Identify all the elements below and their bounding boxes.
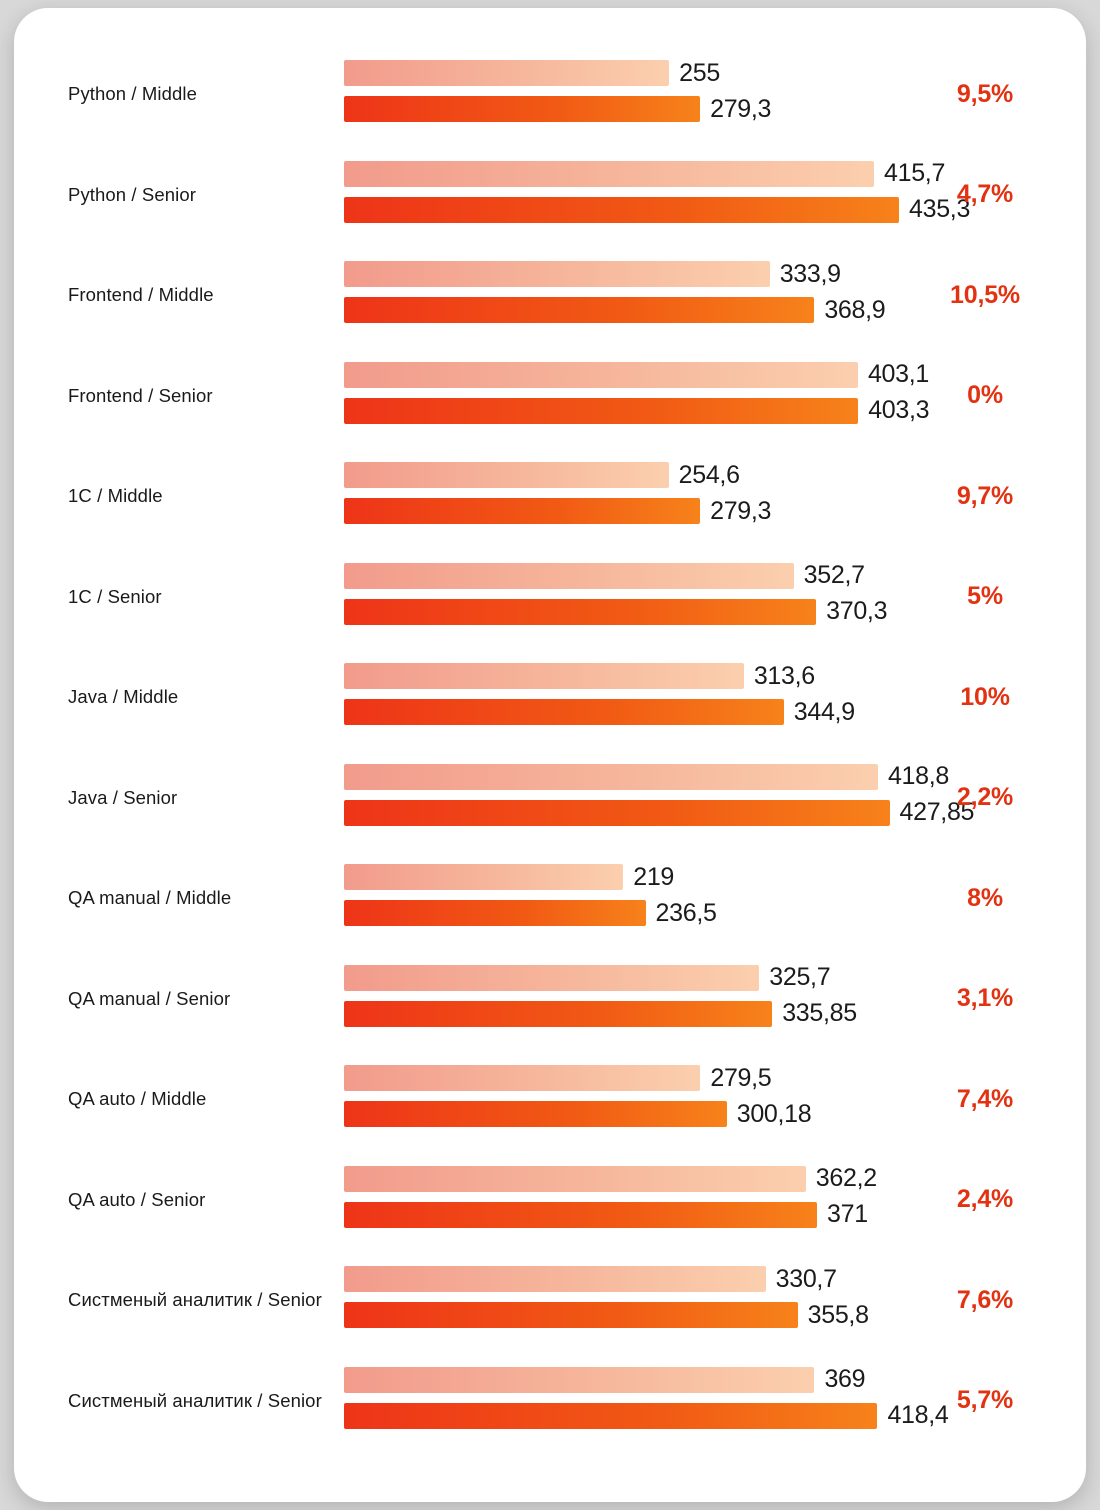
current-bar-value: 279,3 <box>710 496 772 525</box>
current-bar <box>344 599 816 625</box>
current-bar <box>344 96 700 122</box>
row-label: QA manual / Senior <box>68 987 231 1009</box>
chart-row <box>14 145 1086 246</box>
row-label: Java / Middle <box>68 686 179 708</box>
current-bar-value: 427,85 <box>899 798 975 827</box>
previous-bar-line <box>344 1367 865 1393</box>
previous-bar-value: 418,8 <box>887 762 950 791</box>
chart-row <box>14 848 1086 949</box>
row-bars <box>344 56 994 132</box>
current-bar <box>344 1403 877 1429</box>
row-bars <box>344 659 994 735</box>
previous-bar <box>344 563 794 589</box>
current-bar <box>344 1101 727 1127</box>
growth-percent: 10,5% <box>950 280 1020 309</box>
row-label: Frontend / Middle <box>68 284 214 306</box>
previous-bar <box>344 864 623 890</box>
row-bars <box>344 961 994 1037</box>
previous-bar-line <box>344 462 740 488</box>
growth-percent: 2,2% <box>956 783 1014 812</box>
row-label: Frontend / Senior <box>68 384 213 406</box>
row-bars <box>344 860 994 936</box>
growth-percent: 2,4% <box>956 1185 1014 1214</box>
previous-bar-line <box>344 965 830 991</box>
row-bars <box>344 358 994 434</box>
current-bar <box>344 197 899 223</box>
previous-bar-line <box>344 362 929 388</box>
current-bar-line <box>344 1302 869 1328</box>
current-bar-value: 300,18 <box>736 1099 812 1128</box>
previous-bar-line <box>344 261 841 287</box>
current-bar-line <box>344 398 929 424</box>
previous-bar-line <box>344 663 815 689</box>
growth-percent: 7,6% <box>956 1285 1014 1314</box>
previous-bar <box>344 60 669 86</box>
previous-bar-line <box>344 60 720 86</box>
row-bars <box>344 1363 994 1439</box>
previous-bar <box>344 161 874 187</box>
current-bar-line <box>344 197 970 223</box>
previous-bar-line <box>344 161 945 187</box>
previous-bar-line <box>344 1065 771 1091</box>
current-bar-value: 368,9 <box>824 295 886 324</box>
previous-bar-value: 415,7 <box>884 159 946 188</box>
previous-bar-line <box>344 563 865 589</box>
growth-percent: 3,1% <box>956 984 1014 1013</box>
row-label: QA manual / Middle <box>68 887 232 909</box>
row-label: 1C / Senior <box>68 585 162 607</box>
current-bar-value: 335,85 <box>782 999 857 1028</box>
growth-percent: 4,7% <box>956 180 1014 209</box>
previous-bar-value: 352,7 <box>803 561 865 590</box>
current-bar-value: 355,8 <box>807 1300 869 1329</box>
current-bar <box>344 297 814 323</box>
current-bar-line <box>344 900 717 926</box>
previous-bar-value: 362,2 <box>815 1164 877 1193</box>
previous-bar <box>344 1065 700 1091</box>
current-bar <box>344 498 700 524</box>
current-bar-value: 418,4 <box>887 1401 949 1430</box>
current-bar-value: 236,5 <box>655 898 717 927</box>
row-bars <box>344 157 994 233</box>
row-bars <box>344 257 994 333</box>
previous-bar-line <box>344 1166 877 1192</box>
previous-bar <box>344 1266 766 1292</box>
previous-bar-value: 325,7 <box>769 963 831 992</box>
row-label: Java / Senior <box>68 786 178 808</box>
previous-bar-value: 330,7 <box>775 1264 837 1293</box>
previous-bar-value: 255 <box>679 58 720 87</box>
chart-row <box>14 346 1086 447</box>
row-bars <box>344 760 994 836</box>
row-label: Python / Middle <box>68 83 198 105</box>
current-bar <box>344 800 890 826</box>
current-bar-value: 403,3 <box>868 396 930 425</box>
previous-bar <box>344 663 744 689</box>
previous-bar-value: 219 <box>633 862 675 891</box>
chart-row <box>14 245 1086 346</box>
previous-bar <box>344 462 669 488</box>
current-bar-line <box>344 1403 949 1429</box>
row-bars <box>344 458 994 534</box>
chart-row <box>14 44 1086 145</box>
chart-row <box>14 446 1086 547</box>
current-bar-line <box>344 498 771 524</box>
current-bar-value: 370,3 <box>826 597 888 626</box>
growth-percent: 5,7% <box>956 1386 1014 1415</box>
current-bar-value: 344,9 <box>793 697 855 726</box>
current-bar-line <box>344 699 855 725</box>
row-label: Систменый аналитик / Senior <box>68 1389 322 1411</box>
current-bar-line <box>344 1101 811 1127</box>
current-bar <box>344 1302 798 1328</box>
growth-percent: 9,5% <box>956 79 1014 108</box>
row-bars <box>344 559 994 635</box>
current-bar <box>344 1202 817 1228</box>
current-bar-value: 435,3 <box>909 195 971 224</box>
chart-row <box>14 1351 1086 1452</box>
row-bars <box>344 1162 994 1238</box>
current-bar <box>344 900 646 926</box>
previous-bar-value: 279,5 <box>710 1063 772 1092</box>
row-label: Python / Senior <box>68 183 196 205</box>
previous-bar-value: 313,6 <box>753 661 815 690</box>
growth-percent: 8% <box>967 883 1003 912</box>
previous-bar <box>344 362 858 388</box>
current-bar-line <box>344 800 974 826</box>
current-bar <box>344 1001 772 1027</box>
current-bar-value: 371 <box>827 1200 868 1229</box>
previous-bar-value: 403,1 <box>867 360 929 389</box>
previous-bar <box>344 764 878 790</box>
current-bar <box>344 699 784 725</box>
row-bars <box>344 1262 994 1338</box>
previous-bar-value: 369 <box>824 1365 866 1394</box>
chart-row <box>14 949 1086 1050</box>
chart-card <box>14 8 1086 1502</box>
current-bar <box>344 398 858 424</box>
previous-bar-line <box>344 1266 837 1292</box>
chart-row <box>14 547 1086 648</box>
row-label: QA auto / Senior <box>68 1188 206 1210</box>
row-label: Систменый аналитик / Senior <box>68 1289 322 1311</box>
chart-row <box>14 647 1086 748</box>
current-bar-line <box>344 1202 868 1228</box>
previous-bar <box>344 261 770 287</box>
row-bars <box>344 1061 994 1137</box>
current-bar-value: 279,3 <box>710 94 772 123</box>
previous-bar-value: 254,6 <box>678 460 740 489</box>
previous-bar-value: 333,9 <box>779 259 841 288</box>
chart-row <box>14 1150 1086 1251</box>
row-label: QA auto / Middle <box>68 1088 207 1110</box>
bar-chart <box>14 44 1086 1451</box>
chart-row <box>14 1250 1086 1351</box>
previous-bar-line <box>344 764 949 790</box>
previous-bar <box>344 1166 806 1192</box>
growth-percent: 0% <box>967 381 1003 410</box>
growth-percent: 7,4% <box>956 1084 1014 1113</box>
current-bar-line <box>344 297 885 323</box>
current-bar-line <box>344 96 771 122</box>
current-bar-line <box>344 599 887 625</box>
current-bar-line <box>344 1001 857 1027</box>
growth-percent: 10% <box>960 682 1010 711</box>
chart-row <box>14 1049 1086 1150</box>
growth-percent: 9,7% <box>956 481 1014 510</box>
previous-bar <box>344 965 759 991</box>
previous-bar-line <box>344 864 674 890</box>
row-label: 1C / Middle <box>68 485 163 507</box>
chart-row <box>14 748 1086 849</box>
previous-bar <box>344 1367 814 1393</box>
growth-percent: 5% <box>967 582 1003 611</box>
